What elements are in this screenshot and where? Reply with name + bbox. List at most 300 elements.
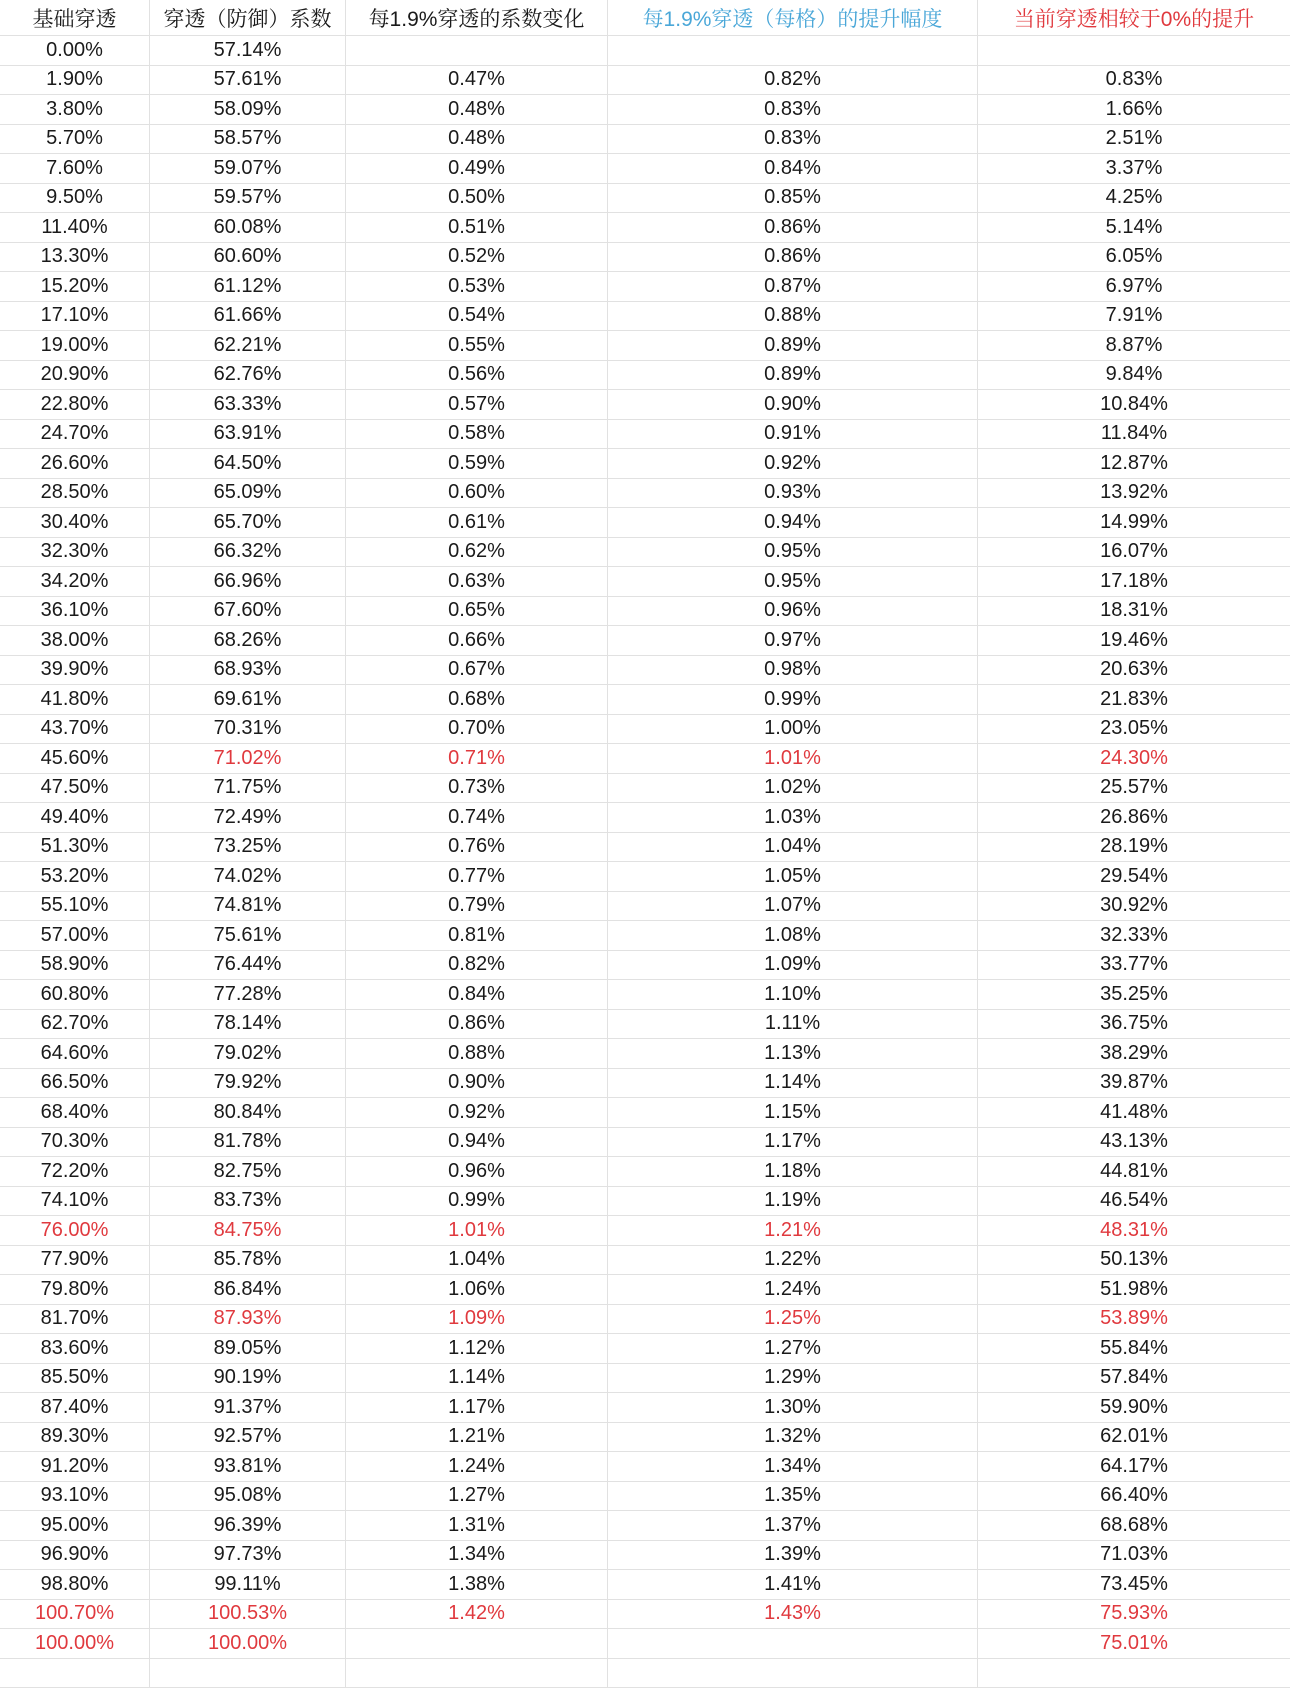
per-step-increase-cell[interactable]: 0.86%	[608, 213, 978, 243]
base-penetration-cell[interactable]: 30.40%	[0, 508, 150, 538]
per-step-increase-cell[interactable]: 1.17%	[608, 1128, 978, 1158]
increase-vs-zero-cell[interactable]: 7.91%	[978, 302, 1290, 332]
base-penetration-cell[interactable]: 91.20%	[0, 1452, 150, 1482]
coefficient-change-cell[interactable]: 0.76%	[346, 833, 608, 863]
coefficient-change-cell[interactable]: 0.66%	[346, 626, 608, 656]
increase-vs-zero-cell[interactable]: 32.33%	[978, 921, 1290, 951]
base-penetration-cell[interactable]: 19.00%	[0, 331, 150, 361]
increase-vs-zero-cell[interactable]: 16.07%	[978, 538, 1290, 568]
table-row	[0, 1216, 1290, 1246]
increase-vs-zero-cell[interactable]: 11.84%	[978, 420, 1290, 450]
per-step-increase-cell[interactable]: 0.97%	[608, 626, 978, 656]
defense-coefficient-cell[interactable]: 79.02%	[150, 1039, 346, 1069]
coefficient-change-cell[interactable]: 0.73%	[346, 774, 608, 804]
per-step-increase-cell[interactable]: 0.91%	[608, 420, 978, 450]
header-cell-coefficient-change[interactable]: 每1.9%穿透的系数变化	[346, 0, 608, 36]
base-penetration-cell[interactable]: 62.70%	[0, 1010, 150, 1040]
base-penetration-cell[interactable]: 85.50%	[0, 1364, 150, 1394]
defense-coefficient-cell[interactable]: 73.25%	[150, 833, 346, 863]
coefficient-change-cell[interactable]: 0.47%	[346, 66, 608, 96]
coefficient-change-cell[interactable]: 0.70%	[346, 715, 608, 745]
defense-coefficient-cell[interactable]: 66.96%	[150, 567, 346, 597]
defense-coefficient-cell[interactable]: 72.49%	[150, 803, 346, 833]
increase-vs-zero-cell[interactable]: 6.05%	[978, 243, 1290, 273]
base-penetration-cell[interactable]: 26.60%	[0, 449, 150, 479]
header-cell-defense-coefficient[interactable]: 穿透（防御）系数	[150, 0, 346, 36]
per-step-increase-cell[interactable]: 1.04%	[608, 833, 978, 863]
increase-vs-zero-cell[interactable]: 50.13%	[978, 1246, 1290, 1276]
increase-vs-zero-cell[interactable]: 39.87%	[978, 1069, 1290, 1099]
table-row	[0, 508, 1290, 538]
coefficient-change-cell[interactable]: 0.77%	[346, 862, 608, 892]
coefficient-change-cell[interactable]: 0.57%	[346, 390, 608, 420]
defense-coefficient-cell[interactable]: 100.53%	[150, 1600, 346, 1630]
defense-coefficient-cell[interactable]: 91.37%	[150, 1393, 346, 1423]
per-step-increase-cell[interactable]: 1.09%	[608, 951, 978, 981]
per-step-increase-cell[interactable]: 0.84%	[608, 154, 978, 184]
coefficient-change-cell[interactable]: 0.86%	[346, 1010, 608, 1040]
increase-vs-zero-cell[interactable]: 13.92%	[978, 479, 1290, 509]
base-penetration-cell[interactable]: 41.80%	[0, 685, 150, 715]
base-penetration-cell[interactable]: 79.80%	[0, 1275, 150, 1305]
per-step-increase-cell[interactable]: 1.22%	[608, 1246, 978, 1276]
base-penetration-cell[interactable]: 47.50%	[0, 774, 150, 804]
coefficient-change-cell[interactable]: 0.74%	[346, 803, 608, 833]
per-step-increase-cell[interactable]: 1.05%	[608, 862, 978, 892]
increase-vs-zero-cell[interactable]: 28.19%	[978, 833, 1290, 863]
per-step-increase-cell[interactable]: 1.07%	[608, 892, 978, 922]
per-step-increase-cell[interactable]: 0.92%	[608, 449, 978, 479]
table-row	[0, 1098, 1290, 1128]
defense-coefficient-cell[interactable]: 82.75%	[150, 1157, 346, 1187]
defense-coefficient-cell[interactable]: 77.28%	[150, 980, 346, 1010]
base-penetration-cell[interactable]: 87.40%	[0, 1393, 150, 1423]
increase-vs-zero-cell[interactable]: 4.25%	[978, 184, 1290, 214]
increase-vs-zero-cell[interactable]: 21.83%	[978, 685, 1290, 715]
coefficient-change-cell[interactable]: 0.67%	[346, 656, 608, 686]
increase-vs-zero-cell[interactable]: 35.25%	[978, 980, 1290, 1010]
base-penetration-cell[interactable]: 83.60%	[0, 1334, 150, 1364]
coefficient-change-cell[interactable]: 0.88%	[346, 1039, 608, 1069]
coefficient-change-cell[interactable]: 1.14%	[346, 1364, 608, 1394]
defense-coefficient-cell[interactable]: 93.81%	[150, 1452, 346, 1482]
coefficient-change-cell[interactable]: 0.59%	[346, 449, 608, 479]
defense-coefficient-cell[interactable]: 74.02%	[150, 862, 346, 892]
increase-vs-zero-cell[interactable]: 41.48%	[978, 1098, 1290, 1128]
per-step-increase-cell[interactable]: 1.01%	[608, 744, 978, 774]
defense-coefficient-cell[interactable]: 60.60%	[150, 243, 346, 273]
defense-coefficient-cell[interactable]: 63.91%	[150, 420, 346, 450]
coefficient-change-cell[interactable]: 0.50%	[346, 184, 608, 214]
per-step-increase-cell[interactable]	[608, 36, 978, 66]
table-row	[0, 1246, 1290, 1276]
coefficient-change-cell[interactable]: 0.53%	[346, 272, 608, 302]
defense-coefficient-cell[interactable]: 75.61%	[150, 921, 346, 951]
coefficient-change-cell[interactable]: 0.60%	[346, 479, 608, 509]
increase-vs-zero-cell[interactable]: 23.05%	[978, 715, 1290, 745]
coefficient-change-cell[interactable]: 0.62%	[346, 538, 608, 568]
per-step-increase-cell[interactable]: 0.85%	[608, 184, 978, 214]
base-penetration-cell[interactable]: 95.00%	[0, 1511, 150, 1541]
base-penetration-cell[interactable]: 96.90%	[0, 1541, 150, 1571]
per-step-increase-cell[interactable]: 0.86%	[608, 243, 978, 273]
base-penetration-cell[interactable]: 74.10%	[0, 1187, 150, 1217]
coefficient-change-cell[interactable]: 1.38%	[346, 1570, 608, 1600]
coefficient-change-cell[interactable]: 0.63%	[346, 567, 608, 597]
per-step-increase-cell[interactable]: 1.34%	[608, 1452, 978, 1482]
per-step-increase-cell[interactable]: 0.98%	[608, 656, 978, 686]
increase-vs-zero-cell[interactable]: 17.18%	[978, 567, 1290, 597]
table-row	[0, 538, 1290, 568]
per-step-increase-cell[interactable]: 1.08%	[608, 921, 978, 951]
defense-coefficient-cell[interactable]: 86.84%	[150, 1275, 346, 1305]
increase-vs-zero-cell[interactable]: 3.37%	[978, 154, 1290, 184]
table-row	[0, 685, 1290, 715]
coefficient-change-cell[interactable]: 0.99%	[346, 1187, 608, 1217]
defense-coefficient-cell[interactable]: 70.31%	[150, 715, 346, 745]
defense-coefficient-cell[interactable]: 57.61%	[150, 66, 346, 96]
per-step-increase-cell[interactable]: 1.21%	[608, 1216, 978, 1246]
base-penetration-cell[interactable]: 45.60%	[0, 744, 150, 774]
base-penetration-cell[interactable]: 39.90%	[0, 656, 150, 686]
per-step-increase-cell[interactable]: 0.95%	[608, 538, 978, 568]
defense-coefficient-cell[interactable]: 59.07%	[150, 154, 346, 184]
per-step-increase-cell[interactable]: 1.11%	[608, 1010, 978, 1040]
base-penetration-cell[interactable]: 58.90%	[0, 951, 150, 981]
defense-coefficient-cell[interactable]: 58.09%	[150, 95, 346, 125]
defense-coefficient-cell[interactable]: 92.57%	[150, 1423, 346, 1453]
increase-vs-zero-cell[interactable]: 26.86%	[978, 803, 1290, 833]
increase-vs-zero-cell[interactable]: 62.01%	[978, 1423, 1290, 1453]
coefficient-change-cell[interactable]: 0.58%	[346, 420, 608, 450]
per-step-increase-cell[interactable]: 1.41%	[608, 1570, 978, 1600]
coefficient-change-cell[interactable]: 0.65%	[346, 597, 608, 627]
base-penetration-cell[interactable]: 38.00%	[0, 626, 150, 656]
coefficient-change-cell[interactable]: 0.55%	[346, 331, 608, 361]
table-row	[0, 715, 1290, 745]
defense-coefficient-cell[interactable]: 67.60%	[150, 597, 346, 627]
per-step-increase-cell[interactable]: 0.89%	[608, 331, 978, 361]
increase-vs-zero-cell[interactable]: 36.75%	[978, 1010, 1290, 1040]
coefficient-change-cell[interactable]: 0.81%	[346, 921, 608, 951]
defense-coefficient-cell[interactable]: 71.02%	[150, 744, 346, 774]
defense-coefficient-cell[interactable]: 58.57%	[150, 125, 346, 155]
increase-vs-zero-cell[interactable]: 48.31%	[978, 1216, 1290, 1246]
per-step-increase-cell[interactable]: 1.00%	[608, 715, 978, 745]
table-row	[0, 1629, 1290, 1659]
increase-vs-zero-cell[interactable]: 51.98%	[978, 1275, 1290, 1305]
increase-vs-zero-cell[interactable]: 68.68%	[978, 1511, 1290, 1541]
per-step-increase-cell[interactable]: 0.90%	[608, 390, 978, 420]
defense-coefficient-cell[interactable]: 61.12%	[150, 272, 346, 302]
defense-coefficient-cell[interactable]: 68.93%	[150, 656, 346, 686]
per-step-increase-cell[interactable]	[608, 1659, 978, 1689]
base-penetration-cell[interactable]: 32.30%	[0, 538, 150, 568]
increase-vs-zero-cell[interactable]: 64.17%	[978, 1452, 1290, 1482]
per-step-increase-cell[interactable]: 1.13%	[608, 1039, 978, 1069]
increase-vs-zero-cell[interactable]: 73.45%	[978, 1570, 1290, 1600]
coefficient-change-cell[interactable]: 1.06%	[346, 1275, 608, 1305]
defense-coefficient-cell[interactable]: 89.05%	[150, 1334, 346, 1364]
base-penetration-cell[interactable]: 36.10%	[0, 597, 150, 627]
coefficient-change-cell[interactable]: 1.34%	[346, 1541, 608, 1571]
increase-vs-zero-cell[interactable]: 71.03%	[978, 1541, 1290, 1571]
defense-coefficient-cell[interactable]: 81.78%	[150, 1128, 346, 1158]
per-step-increase-cell[interactable]: 1.32%	[608, 1423, 978, 1453]
coefficient-change-cell[interactable]: 0.96%	[346, 1157, 608, 1187]
coefficient-change-cell[interactable]: 0.48%	[346, 95, 608, 125]
increase-vs-zero-cell[interactable]: 6.97%	[978, 272, 1290, 302]
base-penetration-cell[interactable]: 11.40%	[0, 213, 150, 243]
coefficient-change-cell[interactable]: 0.56%	[346, 361, 608, 391]
base-penetration-cell[interactable]: 5.70%	[0, 125, 150, 155]
increase-vs-zero-cell[interactable]: 46.54%	[978, 1187, 1290, 1217]
defense-coefficient-cell[interactable]: 96.39%	[150, 1511, 346, 1541]
coefficient-change-cell[interactable]: 0.71%	[346, 744, 608, 774]
increase-vs-zero-cell[interactable]: 38.29%	[978, 1039, 1290, 1069]
per-step-increase-cell[interactable]	[608, 1629, 978, 1659]
defense-coefficient-cell[interactable]: 66.32%	[150, 538, 346, 568]
per-step-increase-cell[interactable]: 0.83%	[608, 125, 978, 155]
per-step-increase-cell[interactable]: 1.15%	[608, 1098, 978, 1128]
base-penetration-cell[interactable]: 72.20%	[0, 1157, 150, 1187]
table-row	[0, 331, 1290, 361]
defense-coefficient-cell[interactable]: 57.14%	[150, 36, 346, 66]
coefficient-change-cell[interactable]: 1.42%	[346, 1600, 608, 1630]
increase-vs-zero-cell[interactable]: 55.84%	[978, 1334, 1290, 1364]
increase-vs-zero-cell[interactable]: 10.84%	[978, 390, 1290, 420]
increase-vs-zero-cell[interactable]: 14.99%	[978, 508, 1290, 538]
defense-coefficient-cell[interactable]: 60.08%	[150, 213, 346, 243]
increase-vs-zero-cell[interactable]: 29.54%	[978, 862, 1290, 892]
defense-coefficient-cell[interactable]: 79.92%	[150, 1069, 346, 1099]
increase-vs-zero-cell[interactable]: 12.87%	[978, 449, 1290, 479]
defense-coefficient-cell[interactable]: 97.73%	[150, 1541, 346, 1571]
increase-vs-zero-cell[interactable]: 59.90%	[978, 1393, 1290, 1423]
coefficient-change-cell[interactable]	[346, 1659, 608, 1689]
coefficient-change-cell[interactable]: 0.48%	[346, 125, 608, 155]
base-penetration-cell[interactable]: 13.30%	[0, 243, 150, 273]
per-step-increase-cell[interactable]: 0.87%	[608, 272, 978, 302]
per-step-increase-cell[interactable]: 1.02%	[608, 774, 978, 804]
per-step-increase-cell[interactable]: 0.94%	[608, 508, 978, 538]
per-step-increase-cell[interactable]: 1.35%	[608, 1482, 978, 1512]
per-step-increase-cell[interactable]: 0.99%	[608, 685, 978, 715]
header-cell-per-step-increase[interactable]: 每1.9%穿透（每格）的提升幅度	[608, 0, 978, 36]
defense-coefficient-cell[interactable]: 65.70%	[150, 508, 346, 538]
defense-coefficient-cell[interactable]: 84.75%	[150, 1216, 346, 1246]
coefficient-change-cell[interactable]: 0.49%	[346, 154, 608, 184]
base-penetration-cell[interactable]: 24.70%	[0, 420, 150, 450]
defense-coefficient-cell[interactable]: 62.76%	[150, 361, 346, 391]
defense-coefficient-cell[interactable]: 85.78%	[150, 1246, 346, 1276]
base-penetration-cell[interactable]: 70.30%	[0, 1128, 150, 1158]
coefficient-change-cell[interactable]: 1.12%	[346, 1334, 608, 1364]
per-step-increase-cell[interactable]: 1.39%	[608, 1541, 978, 1571]
base-penetration-cell[interactable]: 81.70%	[0, 1305, 150, 1335]
increase-vs-zero-cell[interactable]	[978, 1659, 1290, 1689]
coefficient-change-cell[interactable]: 0.82%	[346, 951, 608, 981]
defense-coefficient-cell[interactable]: 87.93%	[150, 1305, 346, 1335]
coefficient-change-cell[interactable]: 0.68%	[346, 685, 608, 715]
increase-vs-zero-cell[interactable]: 2.51%	[978, 125, 1290, 155]
base-penetration-cell[interactable]: 22.80%	[0, 390, 150, 420]
defense-coefficient-cell[interactable]: 62.21%	[150, 331, 346, 361]
base-penetration-cell[interactable]: 100.70%	[0, 1600, 150, 1630]
base-penetration-cell[interactable]	[0, 1659, 150, 1689]
base-penetration-cell[interactable]: 98.80%	[0, 1570, 150, 1600]
defense-coefficient-cell[interactable]: 65.09%	[150, 479, 346, 509]
table-row	[0, 36, 1290, 66]
increase-vs-zero-cell[interactable]: 9.84%	[978, 361, 1290, 391]
increase-vs-zero-cell[interactable]: 53.89%	[978, 1305, 1290, 1335]
base-penetration-cell[interactable]: 49.40%	[0, 803, 150, 833]
defense-coefficient-cell[interactable]: 80.84%	[150, 1098, 346, 1128]
defense-coefficient-cell[interactable]: 69.61%	[150, 685, 346, 715]
increase-vs-zero-cell[interactable]: 44.81%	[978, 1157, 1290, 1187]
header-cell-increase-vs-zero[interactable]: 当前穿透相较于0%的提升	[978, 0, 1290, 36]
per-step-increase-cell[interactable]: 1.25%	[608, 1305, 978, 1335]
per-step-increase-cell[interactable]: 1.27%	[608, 1334, 978, 1364]
per-step-increase-cell[interactable]: 0.82%	[608, 66, 978, 96]
base-penetration-cell[interactable]: 9.50%	[0, 184, 150, 214]
coefficient-change-cell[interactable]: 1.31%	[346, 1511, 608, 1541]
coefficient-change-cell[interactable]	[346, 36, 608, 66]
increase-vs-zero-cell[interactable]: 33.77%	[978, 951, 1290, 981]
defense-coefficient-cell[interactable]: 61.66%	[150, 302, 346, 332]
increase-vs-zero-cell[interactable]: 43.13%	[978, 1128, 1290, 1158]
per-step-increase-cell[interactable]: 0.88%	[608, 302, 978, 332]
coefficient-change-cell[interactable]: 0.90%	[346, 1069, 608, 1099]
table-row	[0, 862, 1290, 892]
coefficient-change-cell[interactable]: 1.27%	[346, 1482, 608, 1512]
defense-coefficient-cell[interactable]: 59.57%	[150, 184, 346, 214]
base-penetration-cell[interactable]: 43.70%	[0, 715, 150, 745]
increase-vs-zero-cell[interactable]: 8.87%	[978, 331, 1290, 361]
base-penetration-cell[interactable]: 77.90%	[0, 1246, 150, 1276]
coefficient-change-cell[interactable]: 1.01%	[346, 1216, 608, 1246]
increase-vs-zero-cell[interactable]: 19.46%	[978, 626, 1290, 656]
coefficient-change-cell[interactable]: 0.54%	[346, 302, 608, 332]
increase-vs-zero-cell[interactable]: 30.92%	[978, 892, 1290, 922]
base-penetration-cell[interactable]: 60.80%	[0, 980, 150, 1010]
increase-vs-zero-cell[interactable]: 0.83%	[978, 66, 1290, 96]
defense-coefficient-cell[interactable]: 78.14%	[150, 1010, 346, 1040]
increase-vs-zero-cell[interactable]: 18.31%	[978, 597, 1290, 627]
defense-coefficient-cell[interactable]: 83.73%	[150, 1187, 346, 1217]
defense-coefficient-cell[interactable]: 64.50%	[150, 449, 346, 479]
per-step-increase-cell[interactable]: 1.30%	[608, 1393, 978, 1423]
base-penetration-cell[interactable]: 1.90%	[0, 66, 150, 96]
per-step-increase-cell[interactable]: 1.18%	[608, 1157, 978, 1187]
coefficient-change-cell[interactable]: 1.24%	[346, 1452, 608, 1482]
coefficient-change-cell[interactable]: 1.21%	[346, 1423, 608, 1453]
table-row	[0, 1334, 1290, 1364]
per-step-increase-cell[interactable]: 1.14%	[608, 1069, 978, 1099]
base-penetration-cell[interactable]: 15.20%	[0, 272, 150, 302]
coefficient-change-cell[interactable]: 0.61%	[346, 508, 608, 538]
increase-vs-zero-cell[interactable]: 1.66%	[978, 95, 1290, 125]
base-penetration-cell[interactable]: 66.50%	[0, 1069, 150, 1099]
base-penetration-cell[interactable]: 53.20%	[0, 862, 150, 892]
per-step-increase-cell[interactable]: 1.03%	[608, 803, 978, 833]
coefficient-change-cell[interactable]: 1.09%	[346, 1305, 608, 1335]
base-penetration-cell[interactable]: 20.90%	[0, 361, 150, 391]
per-step-increase-cell[interactable]: 1.10%	[608, 980, 978, 1010]
per-step-increase-cell[interactable]: 1.29%	[608, 1364, 978, 1394]
base-penetration-cell[interactable]: 57.00%	[0, 921, 150, 951]
base-penetration-cell[interactable]: 68.40%	[0, 1098, 150, 1128]
base-penetration-cell[interactable]: 7.60%	[0, 154, 150, 184]
base-penetration-cell[interactable]: 76.00%	[0, 1216, 150, 1246]
increase-vs-zero-cell[interactable]: 25.57%	[978, 774, 1290, 804]
increase-vs-zero-cell[interactable]: 20.63%	[978, 656, 1290, 686]
base-penetration-cell[interactable]: 28.50%	[0, 479, 150, 509]
base-penetration-cell[interactable]: 64.60%	[0, 1039, 150, 1069]
defense-coefficient-cell[interactable]: 74.81%	[150, 892, 346, 922]
base-penetration-cell[interactable]: 55.10%	[0, 892, 150, 922]
coefficient-change-cell[interactable]: 0.94%	[346, 1128, 608, 1158]
per-step-increase-cell[interactable]: 0.93%	[608, 479, 978, 509]
per-step-increase-cell[interactable]: 0.89%	[608, 361, 978, 391]
coefficient-change-cell[interactable]: 0.52%	[346, 243, 608, 273]
defense-coefficient-cell[interactable]	[150, 1659, 346, 1689]
defense-coefficient-cell[interactable]: 63.33%	[150, 390, 346, 420]
increase-vs-zero-cell[interactable]: 5.14%	[978, 213, 1290, 243]
table-row	[0, 95, 1290, 125]
per-step-increase-cell[interactable]: 1.24%	[608, 1275, 978, 1305]
base-penetration-cell[interactable]: 0.00%	[0, 36, 150, 66]
base-penetration-cell[interactable]: 89.30%	[0, 1423, 150, 1453]
table-row	[0, 774, 1290, 804]
defense-coefficient-cell[interactable]: 99.11%	[150, 1570, 346, 1600]
per-step-increase-cell[interactable]: 0.95%	[608, 567, 978, 597]
increase-vs-zero-cell[interactable]: 75.01%	[978, 1629, 1290, 1659]
coefficient-change-cell[interactable]: 0.84%	[346, 980, 608, 1010]
increase-vs-zero-cell[interactable]: 24.30%	[978, 744, 1290, 774]
coefficient-change-cell[interactable]: 1.17%	[346, 1393, 608, 1423]
per-step-increase-cell[interactable]: 0.83%	[608, 95, 978, 125]
base-penetration-cell[interactable]: 93.10%	[0, 1482, 150, 1512]
per-step-increase-cell[interactable]: 0.96%	[608, 597, 978, 627]
coefficient-change-cell[interactable]: 0.79%	[346, 892, 608, 922]
coefficient-change-cell[interactable]: 0.92%	[346, 1098, 608, 1128]
per-step-increase-cell[interactable]: 1.19%	[608, 1187, 978, 1217]
coefficient-change-cell[interactable]: 0.51%	[346, 213, 608, 243]
base-penetration-cell[interactable]: 17.10%	[0, 302, 150, 332]
increase-vs-zero-cell[interactable]: 75.93%	[978, 1600, 1290, 1630]
per-step-increase-cell[interactable]: 1.43%	[608, 1600, 978, 1630]
defense-coefficient-cell[interactable]: 76.44%	[150, 951, 346, 981]
coefficient-change-cell[interactable]: 1.04%	[346, 1246, 608, 1276]
table-row	[0, 1541, 1290, 1571]
base-penetration-cell[interactable]: 100.00%	[0, 1629, 150, 1659]
base-penetration-cell[interactable]: 3.80%	[0, 95, 150, 125]
defense-coefficient-cell[interactable]: 90.19%	[150, 1364, 346, 1394]
per-step-increase-cell[interactable]: 1.37%	[608, 1511, 978, 1541]
increase-vs-zero-cell[interactable]: 66.40%	[978, 1482, 1290, 1512]
defense-coefficient-cell[interactable]: 71.75%	[150, 774, 346, 804]
increase-vs-zero-cell[interactable]	[978, 36, 1290, 66]
base-penetration-cell[interactable]: 34.20%	[0, 567, 150, 597]
coefficient-change-cell[interactable]	[346, 1629, 608, 1659]
header-cell-base-penetration[interactable]: 基础穿透	[0, 0, 150, 36]
defense-coefficient-cell[interactable]: 95.08%	[150, 1482, 346, 1512]
defense-coefficient-cell[interactable]: 68.26%	[150, 626, 346, 656]
increase-vs-zero-cell[interactable]: 57.84%	[978, 1364, 1290, 1394]
base-penetration-cell[interactable]: 51.30%	[0, 833, 150, 863]
defense-coefficient-cell[interactable]: 100.00%	[150, 1629, 346, 1659]
